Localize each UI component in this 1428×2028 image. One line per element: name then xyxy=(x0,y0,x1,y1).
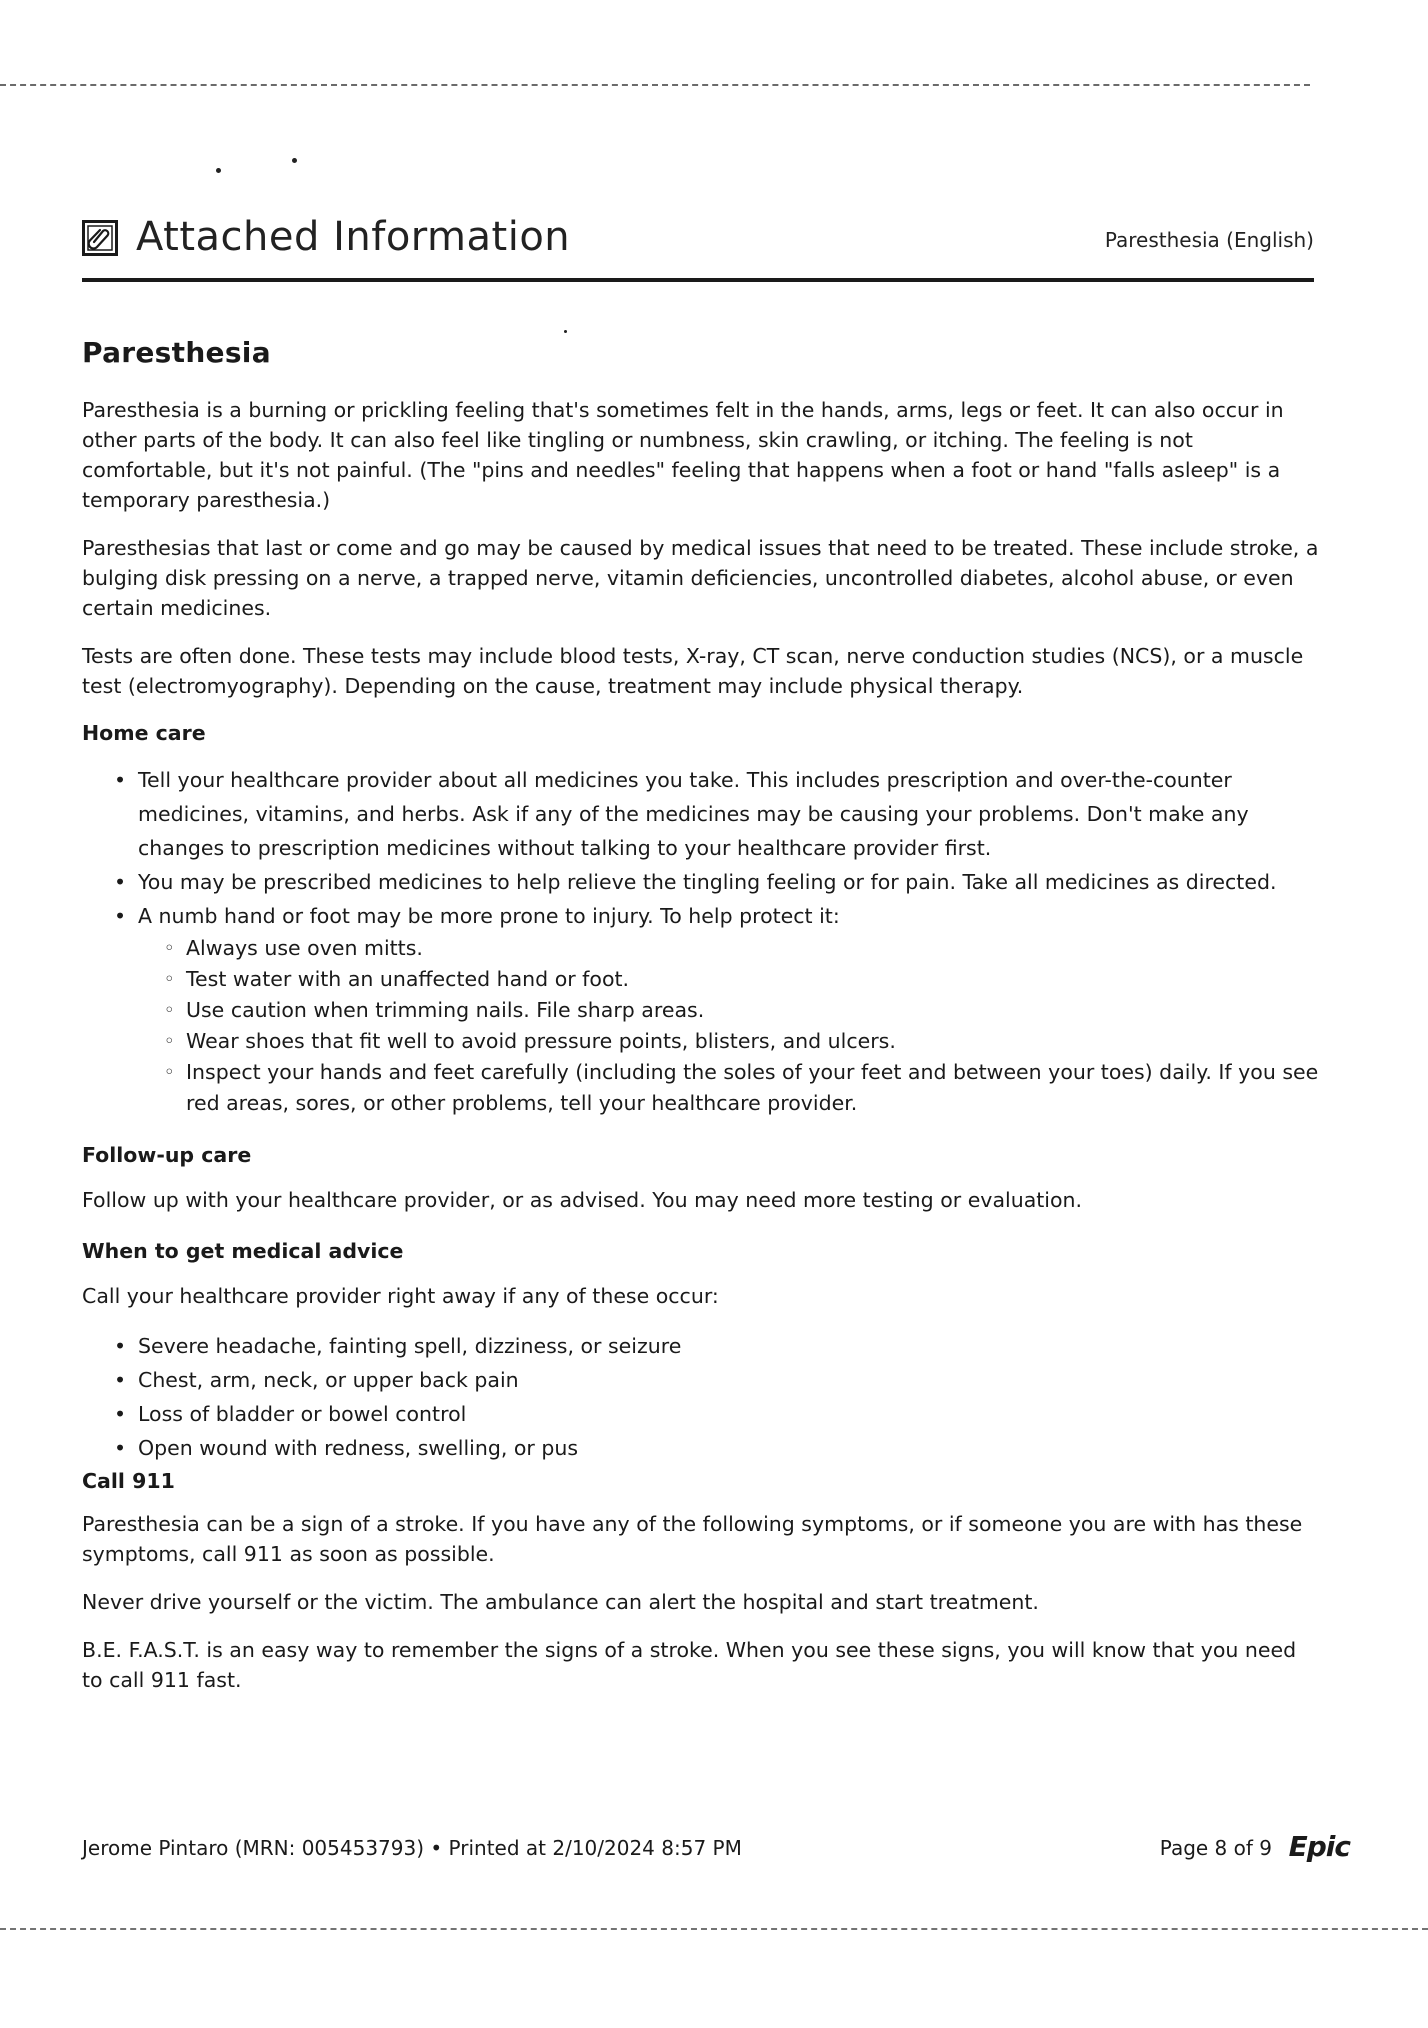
header-topic-language: Paresthesia (English) xyxy=(1104,228,1314,252)
medical-advice-list xyxy=(82,1329,1322,1465)
list-item xyxy=(138,899,1322,1119)
sub-list-item: ◦ Wear shoes that fit well to avoid pressure points, blisters, and ulcers. xyxy=(186,1026,1322,1057)
scan-speck xyxy=(564,330,567,333)
intro-paragraph: Paresthesias that last or come and go may be caused by medical issues that need to be treated. These include stroke, a bulging disk pressing on a nerve, a trapped nerve, vitamin deficiencies, uncontrolled diabetes, alcohol abuse, or even certain medicines. xyxy=(82,536,1319,620)
home-care-list xyxy=(82,763,1322,1119)
scan-speck xyxy=(292,158,297,163)
follow-up-text: Follow up with your healthcare provider, or as advised. You may need more testing or evaluation. xyxy=(82,1188,1083,1212)
scan-artifact-bottom xyxy=(0,1928,1428,1930)
header-divider xyxy=(82,278,1314,282)
scan-artifact-top xyxy=(0,84,1310,86)
intro-paragraph: Paresthesia is a burning or prickling feeling that's sometimes felt in the hands, arms, legs or feet. It can also occur in other parts of the body. It can also feel like tingling or numbness, skin crawling, or itching. The feeling is not comfortable, but it's not painful. (The "pins and needles" feeling that happens when a foot or hand "falls asleep" is a temporary paresthesia.) xyxy=(82,398,1284,512)
article-content xyxy=(82,336,1322,1713)
list-item: • Open wound with redness, swelling, or pus xyxy=(138,1431,1322,1465)
list-item: • Severe headache, fainting spell, dizziness, or seizure xyxy=(138,1329,1322,1363)
follow-up-heading: Follow-up care xyxy=(82,1143,252,1167)
scan-speck xyxy=(216,168,221,173)
list-item: • Chest, arm, neck, or upper back pain xyxy=(138,1363,1322,1397)
page-number: Page 8 of 9 xyxy=(1159,1836,1272,1860)
home-care-heading: Home care xyxy=(82,721,206,745)
intro-paragraph: Tests are often done. These tests may include blood tests, X-ray, CT scan, nerve conduction studies (NCS), or a muscle test (electromyography). Depending on the cause, treatment may include physical therapy. xyxy=(82,644,1304,698)
page-footer xyxy=(82,1832,1352,1872)
attachment-icon xyxy=(82,220,118,256)
call-911-paragraph: Paresthesia can be a sign of a stroke. If you have any of the following symptoms, or if someone you are with has these symptoms, call 911 as soon as possible. xyxy=(82,1512,1303,1566)
epic-logo: Epic xyxy=(1288,1830,1350,1863)
patient-print-info: Jerome Pintaro (MRN: 005453793) • Printed at 2/10/2024 8:57 PM xyxy=(82,1836,742,1860)
sub-list-item: ◦ Test water with an unaffected hand or foot. xyxy=(186,964,1322,995)
page-header xyxy=(82,214,1314,280)
protection-sub-list xyxy=(138,933,1322,1119)
sub-list-item: ◦ Always use oven mitts. xyxy=(186,933,1322,964)
article-title: Paresthesia xyxy=(82,336,271,369)
call-911-paragraph: Never drive yourself or the victim. The ambulance can alert the hospital and start treatment. xyxy=(82,1590,1039,1614)
call-911-paragraph: B.E. F.A.S.T. is an easy way to remember the signs of a stroke. When you see these signs, you will know that you need to call 911 fast. xyxy=(82,1638,1297,1692)
list-item: • Tell your healthcare provider about all medicines you take. This includes prescription and over-the-counter medicines, vitamins, and herbs. Ask if any of the medicines may be causing your problems. Don't make any changes to prescription medicines without talking to your healthcare provider first. xyxy=(138,763,1322,865)
medical-advice-heading: When to get medical advice xyxy=(82,1239,404,1263)
list-item: • You may be prescribed medicines to help relieve the tingling feeling or for pain. Take all medicines as directed. xyxy=(138,865,1322,899)
medical-advice-intro: Call your healthcare provider right away if any of these occur: xyxy=(82,1284,719,1308)
call-911-heading: Call 911 xyxy=(82,1469,175,1493)
list-item-text: A numb hand or foot may be more prone to injury. To help protect it: xyxy=(138,904,840,928)
sub-list-item: ◦ Inspect your hands and feet carefully (including the soles of your feet and between your toes) daily. If you see red areas, sores, or other problems, tell your healthcare provider. xyxy=(186,1057,1322,1119)
sub-list-item: ◦ Use caution when trimming nails. File sharp areas. xyxy=(186,995,1322,1026)
list-item: • Loss of bladder or bowel control xyxy=(138,1397,1322,1431)
header-title: Attached Information xyxy=(136,214,571,260)
